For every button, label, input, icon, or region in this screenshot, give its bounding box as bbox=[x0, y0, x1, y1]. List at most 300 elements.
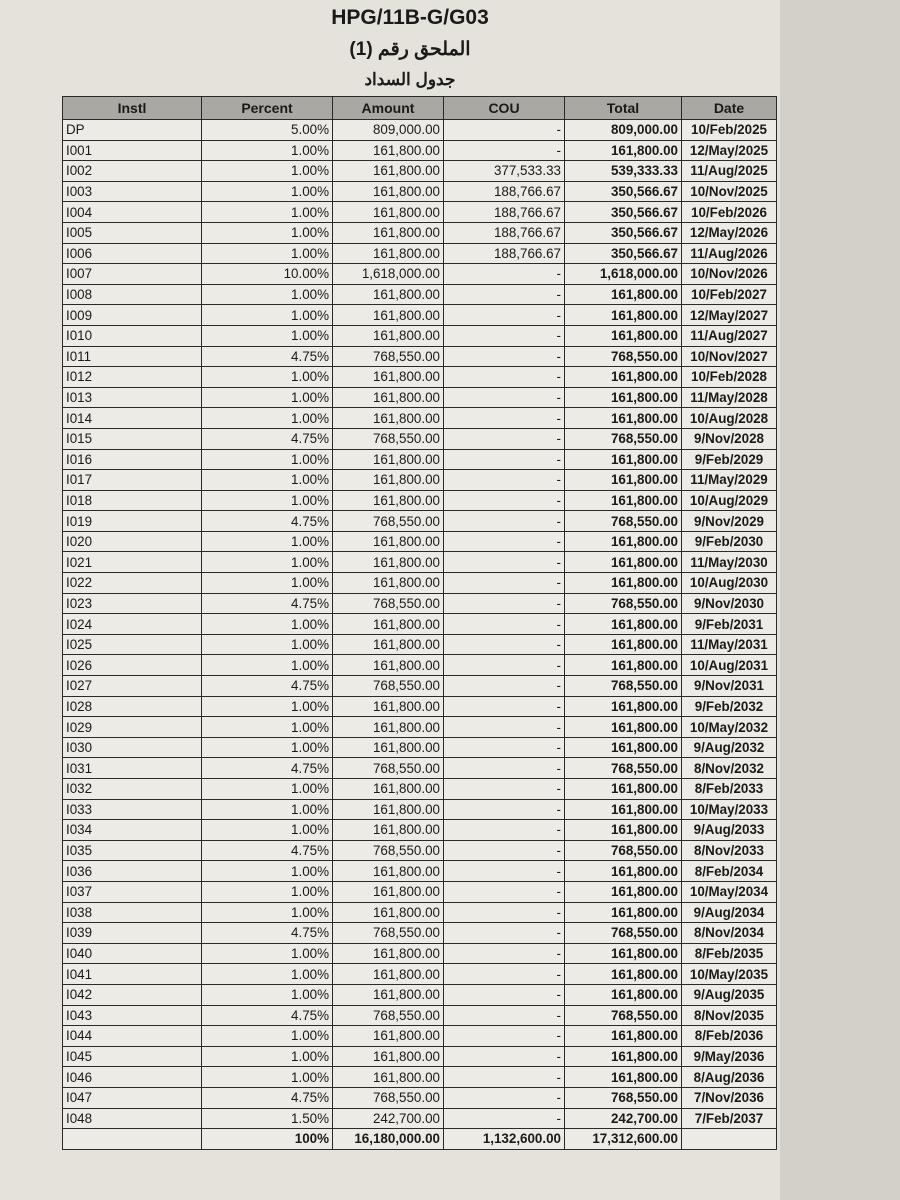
cell-total: 161,800.00 bbox=[565, 1026, 682, 1047]
cell-cou: - bbox=[444, 367, 565, 388]
cell-date: 9/Aug/2032 bbox=[682, 737, 777, 758]
table-row bbox=[63, 840, 777, 861]
cell-date: 10/May/2033 bbox=[682, 799, 777, 820]
cell-instl: I015 bbox=[63, 428, 202, 449]
cell-instl: I022 bbox=[63, 573, 202, 594]
cell-instl: I012 bbox=[63, 367, 202, 388]
cell-total: 161,800.00 bbox=[565, 284, 682, 305]
cell-date: 9/Feb/2030 bbox=[682, 531, 777, 552]
table-row bbox=[63, 1046, 777, 1067]
cell-amount: 161,800.00 bbox=[333, 202, 444, 223]
table-row bbox=[63, 1067, 777, 1088]
cell-date: 10/Feb/2025 bbox=[682, 120, 777, 141]
cell-percent: 1.00% bbox=[202, 1046, 333, 1067]
cell-instl: I030 bbox=[63, 737, 202, 758]
table-row bbox=[63, 799, 777, 820]
cell-instl: DP bbox=[63, 120, 202, 141]
table-row bbox=[63, 120, 777, 141]
table-row bbox=[63, 408, 777, 429]
cell-instl: I040 bbox=[63, 943, 202, 964]
cell-amount: 161,800.00 bbox=[333, 470, 444, 491]
cell-cou: - bbox=[444, 408, 565, 429]
cell-date: 9/Aug/2034 bbox=[682, 902, 777, 923]
cell-cou: - bbox=[444, 490, 565, 511]
cell-cou: - bbox=[444, 120, 565, 141]
cell-amount: 16,180,000.00 bbox=[333, 1129, 444, 1150]
cell-instl: I036 bbox=[63, 861, 202, 882]
header-date: Date bbox=[682, 97, 777, 120]
cell-cou: - bbox=[444, 346, 565, 367]
cell-total: 161,800.00 bbox=[565, 634, 682, 655]
cell-date: 10/Feb/2027 bbox=[682, 284, 777, 305]
cell-date: 8/Nov/2033 bbox=[682, 840, 777, 861]
cell-cou: - bbox=[444, 614, 565, 635]
cell-total: 161,800.00 bbox=[565, 737, 682, 758]
cell-total: 161,800.00 bbox=[565, 799, 682, 820]
table-row bbox=[63, 511, 777, 532]
cell-amount: 768,550.00 bbox=[333, 428, 444, 449]
table-row bbox=[63, 428, 777, 449]
cell-cou: - bbox=[444, 840, 565, 861]
cell-total: 161,800.00 bbox=[565, 902, 682, 923]
cell-percent: 4.75% bbox=[202, 1087, 333, 1108]
cell-cou: - bbox=[444, 902, 565, 923]
cell-amount: 161,800.00 bbox=[333, 305, 444, 326]
cell-amount: 161,800.00 bbox=[333, 490, 444, 511]
cell-total: 161,800.00 bbox=[565, 881, 682, 902]
cell-cou: - bbox=[444, 552, 565, 573]
cell-instl: I002 bbox=[63, 161, 202, 182]
cell-percent: 1.00% bbox=[202, 943, 333, 964]
cell-amount: 161,800.00 bbox=[333, 943, 444, 964]
table-row bbox=[63, 1005, 777, 1026]
cell-cou: - bbox=[444, 696, 565, 717]
cell-total: 768,550.00 bbox=[565, 511, 682, 532]
table-row bbox=[63, 305, 777, 326]
cell-instl: I020 bbox=[63, 531, 202, 552]
cell-percent: 1.00% bbox=[202, 696, 333, 717]
cell-percent: 1.00% bbox=[202, 634, 333, 655]
cell-total: 768,550.00 bbox=[565, 1087, 682, 1108]
cell-instl: I004 bbox=[63, 202, 202, 223]
cell-total: 161,800.00 bbox=[565, 140, 682, 161]
cell-amount: 161,800.00 bbox=[333, 573, 444, 594]
table-row bbox=[63, 470, 777, 491]
cell-date: 8/Nov/2032 bbox=[682, 758, 777, 779]
cell-date: 11/Aug/2025 bbox=[682, 161, 777, 182]
cell-percent: 1.00% bbox=[202, 552, 333, 573]
table-row bbox=[63, 984, 777, 1005]
cell-date: 8/Aug/2036 bbox=[682, 1067, 777, 1088]
table-row bbox=[63, 676, 777, 697]
cell-instl: I035 bbox=[63, 840, 202, 861]
cell-percent: 1.00% bbox=[202, 799, 333, 820]
cell-date: 10/Feb/2028 bbox=[682, 367, 777, 388]
cell-cou: - bbox=[444, 779, 565, 800]
cell-instl: I001 bbox=[63, 140, 202, 161]
table-row bbox=[63, 655, 777, 676]
cell-date: 10/Aug/2030 bbox=[682, 573, 777, 594]
cell-instl: I028 bbox=[63, 696, 202, 717]
table-row bbox=[63, 881, 777, 902]
cell-amount: 161,800.00 bbox=[333, 717, 444, 738]
cell-amount: 161,800.00 bbox=[333, 820, 444, 841]
cell-percent: 1.00% bbox=[202, 305, 333, 326]
cell-instl: I038 bbox=[63, 902, 202, 923]
cell-amount: 161,800.00 bbox=[333, 284, 444, 305]
cell-instl: I013 bbox=[63, 387, 202, 408]
cell-total: 768,550.00 bbox=[565, 758, 682, 779]
cell-date: 9/Nov/2028 bbox=[682, 428, 777, 449]
table-row bbox=[63, 634, 777, 655]
cell-percent: 1.00% bbox=[202, 861, 333, 882]
cell-total: 768,550.00 bbox=[565, 428, 682, 449]
cell-percent: 1.00% bbox=[202, 161, 333, 182]
cell-total: 161,800.00 bbox=[565, 1067, 682, 1088]
cell-percent: 1.00% bbox=[202, 573, 333, 594]
cell-date: 8/Feb/2034 bbox=[682, 861, 777, 882]
cell-instl: I039 bbox=[63, 923, 202, 944]
cell-date: 8/Feb/2035 bbox=[682, 943, 777, 964]
cell-amount: 768,550.00 bbox=[333, 346, 444, 367]
header-total: Total bbox=[565, 97, 682, 120]
cell-instl: I003 bbox=[63, 181, 202, 202]
cell-instl: I044 bbox=[63, 1026, 202, 1047]
cell-total: 768,550.00 bbox=[565, 676, 682, 697]
cell-instl: I026 bbox=[63, 655, 202, 676]
table-row bbox=[63, 1026, 777, 1047]
cell-instl: I043 bbox=[63, 1005, 202, 1026]
table-row bbox=[63, 161, 777, 182]
cell-instl: I016 bbox=[63, 449, 202, 470]
cell-cou: - bbox=[444, 737, 565, 758]
cell-cou: - bbox=[444, 284, 565, 305]
cell-total: 768,550.00 bbox=[565, 593, 682, 614]
cell-percent: 4.75% bbox=[202, 428, 333, 449]
table-row bbox=[63, 490, 777, 511]
table-row bbox=[63, 367, 777, 388]
cell-percent: 1.00% bbox=[202, 202, 333, 223]
cell-amount: 161,800.00 bbox=[333, 325, 444, 346]
cell-instl: I041 bbox=[63, 964, 202, 985]
cell-total: 17,312,600.00 bbox=[565, 1129, 682, 1150]
cell-amount: 161,800.00 bbox=[333, 614, 444, 635]
cell-amount: 768,550.00 bbox=[333, 923, 444, 944]
cell-amount: 1,618,000.00 bbox=[333, 264, 444, 285]
cell-percent: 1.00% bbox=[202, 531, 333, 552]
cell-percent: 1.00% bbox=[202, 222, 333, 243]
cell-amount: 161,800.00 bbox=[333, 881, 444, 902]
cell-instl: I019 bbox=[63, 511, 202, 532]
table-row bbox=[63, 1087, 777, 1108]
header-instl: Instl bbox=[63, 97, 202, 120]
cell-percent: 1.00% bbox=[202, 614, 333, 635]
cell-total: 161,800.00 bbox=[565, 449, 682, 470]
cell-cou: - bbox=[444, 593, 565, 614]
cell-amount: 161,800.00 bbox=[333, 964, 444, 985]
cell-cou: - bbox=[444, 573, 565, 594]
cell-total: 161,800.00 bbox=[565, 552, 682, 573]
cell-total: 350,566.67 bbox=[565, 181, 682, 202]
cell-percent: 10.00% bbox=[202, 264, 333, 285]
cell-cou: 377,533.33 bbox=[444, 161, 565, 182]
paper-edge bbox=[780, 0, 900, 1200]
table-row bbox=[63, 531, 777, 552]
cell-total: 161,800.00 bbox=[565, 387, 682, 408]
cell-percent: 1.00% bbox=[202, 140, 333, 161]
cell-percent: 4.75% bbox=[202, 593, 333, 614]
cell-percent: 1.00% bbox=[202, 284, 333, 305]
cell-instl: I007 bbox=[63, 264, 202, 285]
cell-date: 9/Feb/2029 bbox=[682, 449, 777, 470]
cell-percent: 1.00% bbox=[202, 984, 333, 1005]
table-row bbox=[63, 737, 777, 758]
cell-instl: I046 bbox=[63, 1067, 202, 1088]
header-cou: COU bbox=[444, 97, 565, 120]
cell-instl: I021 bbox=[63, 552, 202, 573]
cell-percent: 1.00% bbox=[202, 325, 333, 346]
cell-cou: - bbox=[444, 1046, 565, 1067]
cell-date: 10/May/2034 bbox=[682, 881, 777, 902]
cell-cou: - bbox=[444, 655, 565, 676]
cell-date bbox=[682, 1129, 777, 1150]
cell-amount: 768,550.00 bbox=[333, 840, 444, 861]
table-row bbox=[63, 264, 777, 285]
table-header-row bbox=[63, 97, 777, 120]
cell-amount: 161,800.00 bbox=[333, 1046, 444, 1067]
cell-cou: - bbox=[444, 1026, 565, 1047]
cell-date: 10/Aug/2029 bbox=[682, 490, 777, 511]
cell-instl: I031 bbox=[63, 758, 202, 779]
cell-date: 10/May/2035 bbox=[682, 964, 777, 985]
cell-amount: 768,550.00 bbox=[333, 593, 444, 614]
cell-instl: I018 bbox=[63, 490, 202, 511]
table-row bbox=[63, 325, 777, 346]
cell-cou: - bbox=[444, 1067, 565, 1088]
cell-date: 9/Feb/2032 bbox=[682, 696, 777, 717]
table-row bbox=[63, 820, 777, 841]
cell-percent: 1.00% bbox=[202, 243, 333, 264]
cell-percent: 5.00% bbox=[202, 120, 333, 141]
cell-percent: 1.00% bbox=[202, 1026, 333, 1047]
cell-amount: 809,000.00 bbox=[333, 120, 444, 141]
cell-cou: - bbox=[444, 820, 565, 841]
cell-date: 11/May/2029 bbox=[682, 470, 777, 491]
cell-total: 768,550.00 bbox=[565, 1005, 682, 1026]
cell-amount: 242,700.00 bbox=[333, 1108, 444, 1129]
cell-amount: 768,550.00 bbox=[333, 1005, 444, 1026]
table-row bbox=[63, 222, 777, 243]
cell-cou: - bbox=[444, 470, 565, 491]
cell-cou: - bbox=[444, 676, 565, 697]
table-row bbox=[63, 181, 777, 202]
cell-percent: 1.00% bbox=[202, 964, 333, 985]
cell-date: 8/Feb/2036 bbox=[682, 1026, 777, 1047]
cell-date: 9/May/2036 bbox=[682, 1046, 777, 1067]
cell-percent: 1.00% bbox=[202, 387, 333, 408]
cell-instl: I005 bbox=[63, 222, 202, 243]
cell-total: 161,800.00 bbox=[565, 964, 682, 985]
cell-amount: 161,800.00 bbox=[333, 387, 444, 408]
cell-date: 11/Aug/2026 bbox=[682, 243, 777, 264]
cell-date: 7/Nov/2036 bbox=[682, 1087, 777, 1108]
table-row bbox=[63, 1108, 777, 1129]
cell-date: 12/May/2027 bbox=[682, 305, 777, 326]
cell-cou: - bbox=[444, 387, 565, 408]
cell-percent: 1.00% bbox=[202, 449, 333, 470]
cell-cou: - bbox=[444, 799, 565, 820]
table-body bbox=[63, 120, 777, 1150]
cell-date: 10/Feb/2026 bbox=[682, 202, 777, 223]
cell-date: 8/Nov/2034 bbox=[682, 923, 777, 944]
table-row bbox=[63, 593, 777, 614]
cell-cou: - bbox=[444, 923, 565, 944]
cell-amount: 161,800.00 bbox=[333, 779, 444, 800]
cell-total: 161,800.00 bbox=[565, 367, 682, 388]
cell-date: 10/Aug/2031 bbox=[682, 655, 777, 676]
cell-date: 9/Nov/2029 bbox=[682, 511, 777, 532]
cell-percent: 1.00% bbox=[202, 655, 333, 676]
cell-amount: 768,550.00 bbox=[333, 758, 444, 779]
cell-percent: 100% bbox=[202, 1129, 333, 1150]
cell-amount: 768,550.00 bbox=[333, 1087, 444, 1108]
cell-total: 161,800.00 bbox=[565, 696, 682, 717]
cell-instl: I010 bbox=[63, 325, 202, 346]
cell-percent: 1.00% bbox=[202, 779, 333, 800]
cell-amount: 161,800.00 bbox=[333, 799, 444, 820]
cell-total: 161,800.00 bbox=[565, 717, 682, 738]
cell-total: 768,550.00 bbox=[565, 346, 682, 367]
cell-percent: 1.00% bbox=[202, 820, 333, 841]
cell-amount: 161,800.00 bbox=[333, 696, 444, 717]
cell-cou: - bbox=[444, 634, 565, 655]
table-row bbox=[63, 923, 777, 944]
cell-instl: I045 bbox=[63, 1046, 202, 1067]
cell-date: 11/May/2030 bbox=[682, 552, 777, 573]
table-row bbox=[63, 243, 777, 264]
cell-instl bbox=[63, 1129, 202, 1150]
cell-date: 9/Feb/2031 bbox=[682, 614, 777, 635]
cell-instl: I006 bbox=[63, 243, 202, 264]
cell-date: 9/Aug/2033 bbox=[682, 820, 777, 841]
cell-total: 161,800.00 bbox=[565, 470, 682, 491]
cell-instl: I014 bbox=[63, 408, 202, 429]
cell-instl: I048 bbox=[63, 1108, 202, 1129]
cell-instl: I029 bbox=[63, 717, 202, 738]
cell-cou: - bbox=[444, 717, 565, 738]
table-row bbox=[63, 779, 777, 800]
appendix-title: الملحق رقم (1) bbox=[349, 39, 471, 60]
cell-percent: 1.00% bbox=[202, 902, 333, 923]
cell-instl: I025 bbox=[63, 634, 202, 655]
cell-percent: 1.00% bbox=[202, 1067, 333, 1088]
table-row bbox=[63, 717, 777, 738]
cell-cou: 188,766.67 bbox=[444, 243, 565, 264]
cell-instl: I033 bbox=[63, 799, 202, 820]
cell-cou: - bbox=[444, 964, 565, 985]
cell-total: 161,800.00 bbox=[565, 614, 682, 635]
schedule-title: جدول السداد bbox=[364, 70, 456, 89]
cell-instl: I034 bbox=[63, 820, 202, 841]
cell-instl: I024 bbox=[63, 614, 202, 635]
cell-cou: 188,766.67 bbox=[444, 222, 565, 243]
cell-instl: I027 bbox=[63, 676, 202, 697]
cell-total: 768,550.00 bbox=[565, 923, 682, 944]
cell-cou: - bbox=[444, 1005, 565, 1026]
cell-amount: 161,800.00 bbox=[333, 902, 444, 923]
cell-amount: 768,550.00 bbox=[333, 676, 444, 697]
cell-cou: - bbox=[444, 1087, 565, 1108]
cell-percent: 1.00% bbox=[202, 367, 333, 388]
cell-amount: 161,800.00 bbox=[333, 222, 444, 243]
cell-instl: I017 bbox=[63, 470, 202, 491]
cell-date: 10/Nov/2026 bbox=[682, 264, 777, 285]
cell-date: 10/Nov/2027 bbox=[682, 346, 777, 367]
cell-instl: I008 bbox=[63, 284, 202, 305]
table-row bbox=[63, 449, 777, 470]
cell-amount: 161,800.00 bbox=[333, 1067, 444, 1088]
cell-date: 10/Nov/2025 bbox=[682, 181, 777, 202]
cell-instl: I023 bbox=[63, 593, 202, 614]
table-row bbox=[63, 552, 777, 573]
cell-total: 350,566.67 bbox=[565, 222, 682, 243]
cell-cou: - bbox=[444, 881, 565, 902]
cell-cou: - bbox=[444, 984, 565, 1005]
cell-percent: 1.00% bbox=[202, 470, 333, 491]
cell-amount: 161,800.00 bbox=[333, 737, 444, 758]
cell-percent: 1.00% bbox=[202, 181, 333, 202]
cell-instl: I011 bbox=[63, 346, 202, 367]
cell-total: 161,800.00 bbox=[565, 408, 682, 429]
cell-cou: - bbox=[444, 140, 565, 161]
header-amount: Amount bbox=[333, 97, 444, 120]
cell-amount: 161,800.00 bbox=[333, 140, 444, 161]
cell-cou: - bbox=[444, 1108, 565, 1129]
cell-total: 242,700.00 bbox=[565, 1108, 682, 1129]
table-row bbox=[63, 202, 777, 223]
cell-total: 161,800.00 bbox=[565, 305, 682, 326]
cell-amount: 161,800.00 bbox=[333, 984, 444, 1005]
totals-row bbox=[63, 1129, 777, 1150]
cell-amount: 161,800.00 bbox=[333, 655, 444, 676]
cell-total: 161,800.00 bbox=[565, 531, 682, 552]
cell-instl: I009 bbox=[63, 305, 202, 326]
cell-date: 12/May/2025 bbox=[682, 140, 777, 161]
cell-percent: 4.75% bbox=[202, 923, 333, 944]
cell-total: 161,800.00 bbox=[565, 573, 682, 594]
cell-percent: 1.00% bbox=[202, 881, 333, 902]
cell-cou: - bbox=[444, 325, 565, 346]
cell-cou: 188,766.67 bbox=[444, 181, 565, 202]
cell-cou: - bbox=[444, 758, 565, 779]
table-row bbox=[63, 902, 777, 923]
cell-date: 9/Aug/2035 bbox=[682, 984, 777, 1005]
cell-total: 161,800.00 bbox=[565, 779, 682, 800]
cell-total: 768,550.00 bbox=[565, 840, 682, 861]
cell-total: 161,800.00 bbox=[565, 325, 682, 346]
cell-amount: 161,800.00 bbox=[333, 861, 444, 882]
cell-amount: 161,800.00 bbox=[333, 181, 444, 202]
table-row bbox=[63, 614, 777, 635]
cell-date: 11/May/2028 bbox=[682, 387, 777, 408]
cell-total: 1,618,000.00 bbox=[565, 264, 682, 285]
cell-amount: 161,800.00 bbox=[333, 449, 444, 470]
cell-amount: 161,800.00 bbox=[333, 552, 444, 573]
table-row bbox=[63, 943, 777, 964]
cell-cou: - bbox=[444, 511, 565, 532]
cell-percent: 1.00% bbox=[202, 490, 333, 511]
cell-instl: I042 bbox=[63, 984, 202, 1005]
